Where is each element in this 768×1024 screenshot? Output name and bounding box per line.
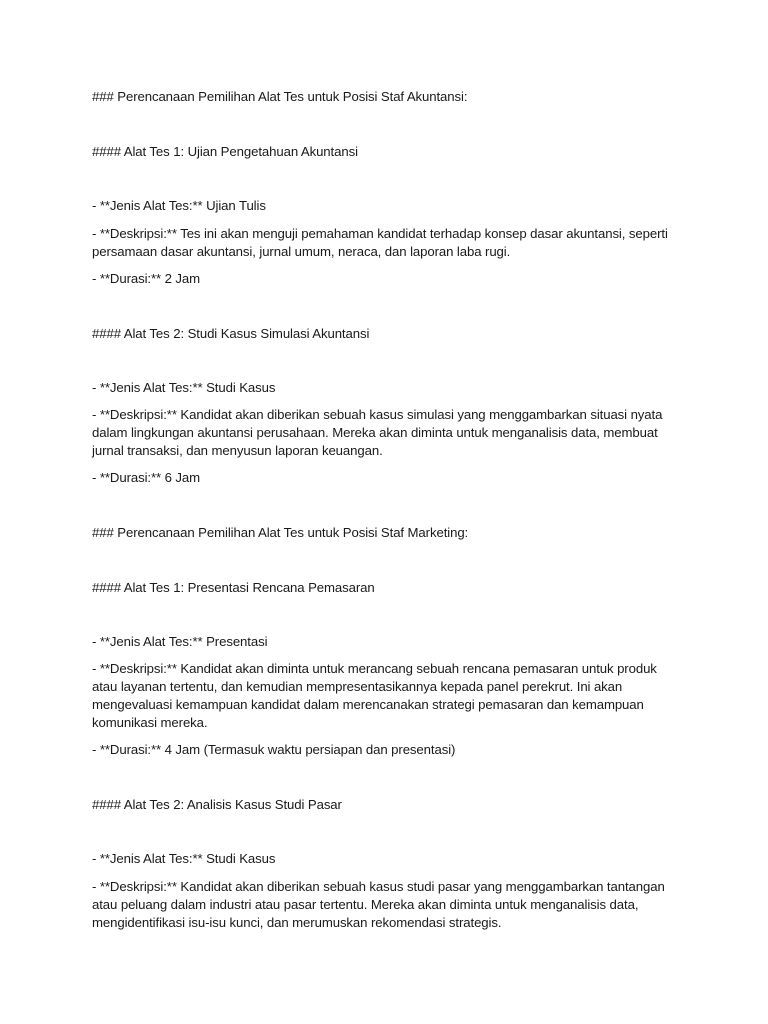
durasi-marketing-1: - **Durasi:** 4 Jam (Termasuk waktu persiapan dan presentasi) [92, 742, 456, 757]
durasi-akuntansi-1: - **Durasi:** 2 Jam [92, 271, 201, 286]
deskripsi-akuntansi-2-line2: dalam lingkungan akuntansi perusahaan. Mereka akan diminta untuk menganalisis data, membuat [92, 425, 658, 440]
deskripsi-marketing-2-line3: mengidentifikasi isu-isu kunci, dan merumuskan rekomendasi strategis. [92, 915, 502, 930]
section-heading-marketing: ### Perencanaan Pemilihan Alat Tes untuk Posisi Staf Marketing: [92, 525, 469, 540]
deskripsi-marketing-1-line4: komunikasi mereka. [92, 715, 208, 730]
jenis-marketing-1: - **Jenis Alat Tes:** Presentasi [92, 634, 268, 649]
deskripsi-akuntansi-2-line1: - **Deskripsi:** Kandidat akan diberikan sebuah kasus simulasi yang menggambarkan situasi nyata [92, 407, 663, 422]
test-heading-marketing-2: #### Alat Tes 2: Analisis Kasus Studi Pasar [92, 797, 342, 812]
deskripsi-akuntansi-1-line1: - **Deskripsi:** Tes ini akan menguji pemahaman kandidat terhadap konsep dasar akuntansi, seperti [92, 226, 668, 241]
test-heading-marketing-1: #### Alat Tes 1: Presentasi Rencana Pemasaran [92, 580, 375, 595]
test-heading-akuntansi-1: #### Alat Tes 1: Ujian Pengetahuan Akuntansi [92, 144, 358, 159]
deskripsi-marketing-2-line2: atau peluang dalam industri atau pasar tertentu. Mereka akan diminta untuk menganalisis data, [92, 897, 639, 912]
test-heading-akuntansi-2: #### Alat Tes 2: Studi Kasus Simulasi Akuntansi [92, 326, 370, 341]
jenis-akuntansi-2: - **Jenis Alat Tes:** Studi Kasus [92, 380, 276, 395]
deskripsi-marketing-1-line3: mengevaluasi kemampuan kandidat dalam merencanakan strategi pemasaran dan kemampuan [92, 697, 644, 712]
jenis-akuntansi-1: - **Jenis Alat Tes:** Ujian Tulis [92, 198, 266, 213]
section-heading-akuntansi: ### Perencanaan Pemilihan Alat Tes untuk Posisi Staf Akuntansi: [92, 89, 468, 104]
deskripsi-akuntansi-2-line3: jurnal transaksi, dan menyusun laporan keuangan. [92, 443, 383, 458]
deskripsi-marketing-2-line1: - **Deskripsi:** Kandidat akan diberikan sebuah kasus studi pasar yang menggambarkan tantangan [92, 879, 665, 894]
durasi-akuntansi-2: - **Durasi:** 6 Jam [92, 470, 201, 485]
deskripsi-marketing-1-line1: - **Deskripsi:** Kandidat akan diminta untuk merancang sebuah rencana pemasaran untuk produk [92, 661, 657, 676]
jenis-marketing-2: - **Jenis Alat Tes:** Studi Kasus [92, 851, 276, 866]
deskripsi-marketing-1-line2: atau layanan tertentu, dan kemudian mempresentasikannya kepada panel perekrut. Ini akan [92, 679, 623, 694]
deskripsi-akuntansi-1-line2: persamaan dasar akuntansi, jurnal umum, neraca, dan laporan laba rugi. [92, 244, 511, 259]
